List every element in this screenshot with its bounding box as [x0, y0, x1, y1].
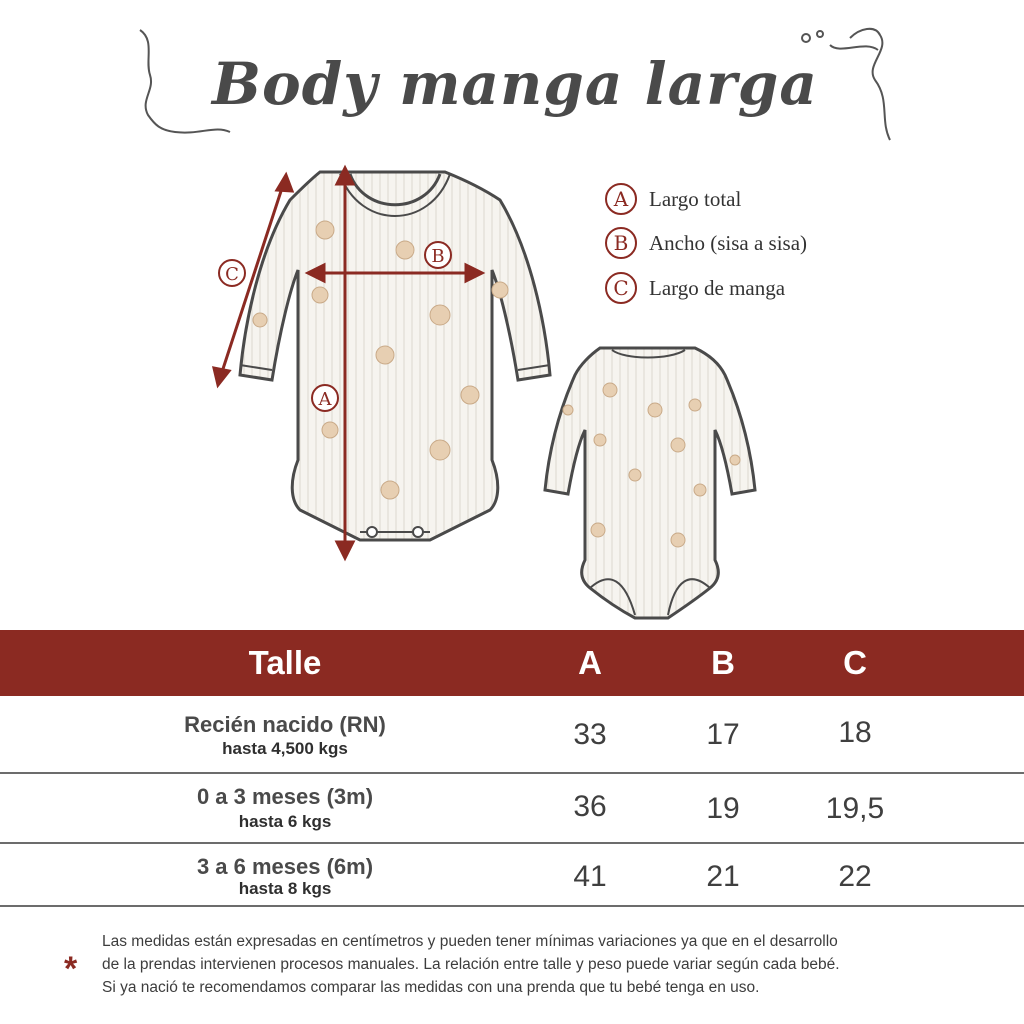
legend-item-b — [605, 225, 807, 261]
footnote-line: Si ya nació te recomendamos comparar las medidas con una prenda que tu bebé tenga en uso. — [102, 979, 760, 996]
legend-label: Largo total — [649, 186, 742, 211]
header-b: B — [711, 644, 735, 681]
legend-label: Ancho (sisa a sisa) — [649, 230, 808, 255]
table-row — [0, 844, 1024, 908]
value-a: 36 — [573, 790, 607, 823]
asterisk-icon: * — [64, 950, 78, 988]
footnote-line: de la prendas intervienen procesos manuales. La relación entre talle y peso puede variar según cada bebé. — [102, 956, 840, 973]
svg-text:C: C — [225, 264, 239, 285]
svg-text:B: B — [431, 246, 445, 267]
legend-item-c — [605, 270, 785, 306]
value-c: 19,5 — [825, 792, 885, 825]
legend-item-a — [605, 181, 741, 217]
value-b: 19 — [706, 792, 740, 825]
size-weight: hasta 6 kgs — [238, 812, 332, 831]
measure-label-a — [312, 385, 338, 411]
header-talle: Talle — [248, 644, 322, 681]
table-row — [0, 696, 1024, 774]
size-weight: hasta 4,500 kgs — [222, 739, 348, 758]
size-name: 3 a 6 meses (6m) — [196, 854, 374, 879]
value-a: 33 — [573, 718, 607, 751]
value-a: 41 — [573, 860, 607, 893]
header-c: C — [843, 644, 867, 681]
size-table-header — [0, 630, 1024, 696]
title-area — [130, 20, 900, 150]
page-title: Body manga larga — [212, 50, 818, 118]
legend-letter: B — [605, 227, 637, 259]
value-c: 22 — [838, 860, 872, 893]
measure-label-b — [425, 242, 451, 268]
legend-letter: A — [605, 183, 637, 215]
measure-label-c — [219, 260, 245, 286]
table-row — [0, 774, 1024, 844]
header-a: A — [578, 644, 602, 681]
back-bodysuit-icon — [545, 348, 755, 618]
value-c: 18 — [838, 716, 872, 749]
front-bodysuit-icon — [240, 172, 550, 540]
footnote-line: Las medidas están expresadas en centímetros y pueden tener mínimas variaciones ya que en el desarrollo — [102, 933, 838, 950]
size-weight: hasta 8 kgs — [238, 879, 332, 898]
value-b: 21 — [706, 860, 740, 893]
svg-text:A: A — [318, 389, 332, 410]
legend-label: Largo de manga — [649, 275, 786, 300]
value-b: 17 — [706, 718, 740, 751]
size-name: Recién nacido (RN) — [184, 712, 386, 737]
legend-letter: C — [605, 272, 637, 304]
row-divider — [0, 905, 1024, 907]
size-name: 0 a 3 meses (3m) — [196, 784, 374, 809]
